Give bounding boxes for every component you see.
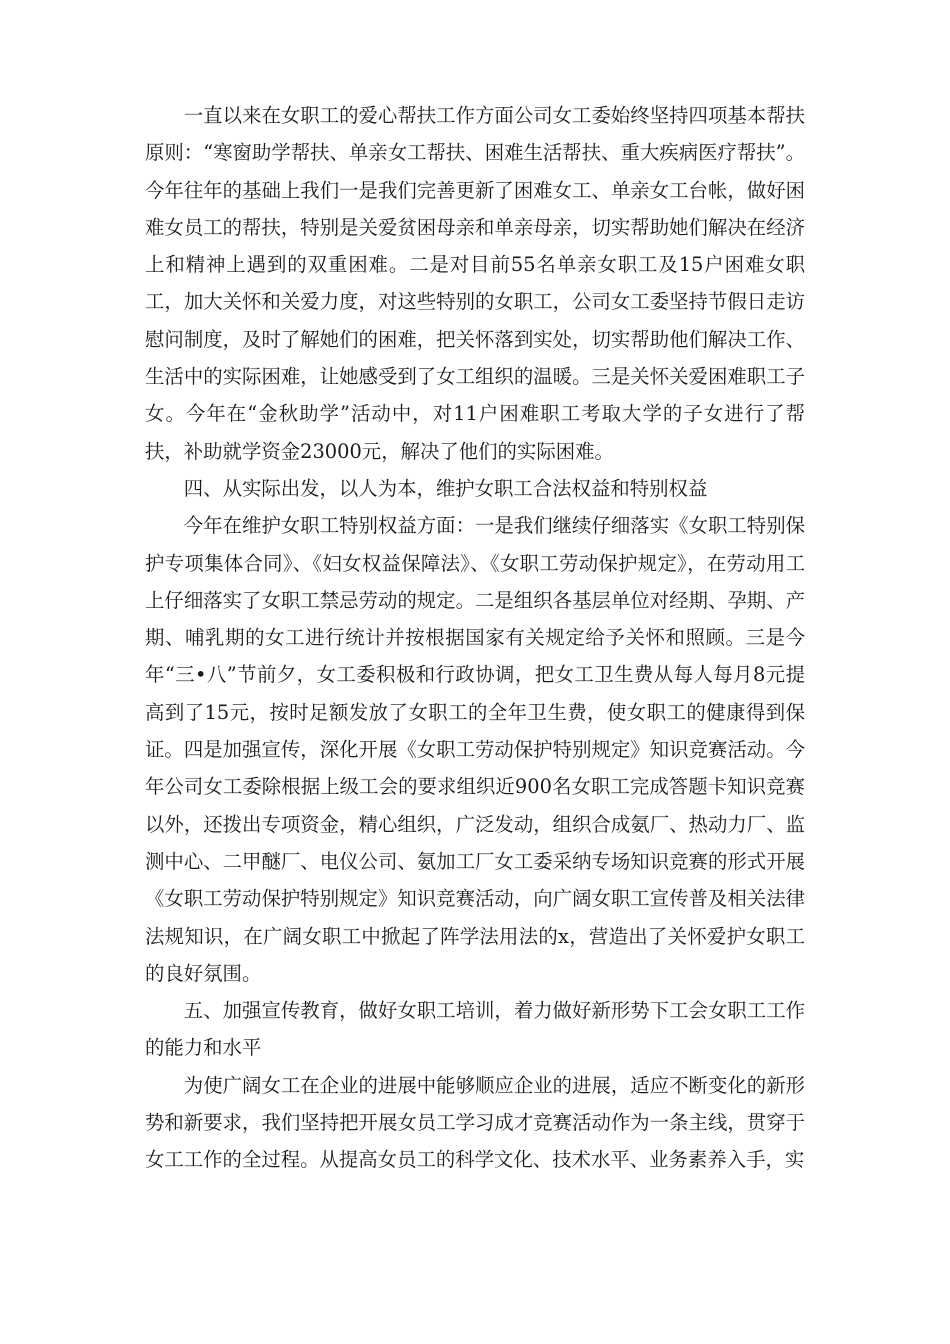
paragraph-rights-protection: 今年在维护女职工特别权益方面：一是我们继续仔细落实《女职工特别保护专项集体合同》、《妇女权益保障法》、《女职工劳动保护规定》，在劳动用工上仔细落实了女职工禁忌劳动的规定。二是组织各基层单位对经期、孕期、产期、哺乳期的女工进行统计并按根据国家有关规定给予关怀和照顾。三是今年“三•八”节前夕，女工委积极和行政协调，把女工卫生费从每人每月8元提高到了15元，按时足额发放了女职工的全年卫生费，使女职工的健康得到保证。四是加强宣传，深化开展《女职工劳动保护特别规定》知识竞赛活动。今年公司女工委除根据上级工会的要求组织近900名女职工完成答题卡知识竞赛以外，还拨出专项资金，精心组织，广泛发动，组织合成氨厂、热动力厂、监测中心、二甲醚厂、电仪公司、氨加工厂女工委采纳专场知识竞赛的形式开展《女职工劳动保护特别规定》知识竞赛活动，向广阔女职工宣传普及相关法律法规知识，在广阔女职工中掀起了阵学法用法的x，营造出了关怀爱护女职工的良好氛围。 xyxy=(145,514,805,985)
paragraph-support-work: 一直以来在女职工的爱心帮扶工作方面公司女工委始终坚持四项基本帮扶原则：“寒窗助学帮扶、单亲女工帮扶、困难生活帮扶、重大疾病医疗帮扶”。今年往年的基础上我们一是我们完善更新了困难女工、单亲女工台帐，做好困难女员工的帮扶，特别是关爱贫困母亲和单亲母亲，切实帮助她们解决在经济上和精神上遇到的双重困难。二是对目前55名单亲女职工及15户困难女职工，加大关怀和关爱力度，对这些特别的女职工，公司女工委坚持节假日走访慰问制度，及时了解她们的困难，把关怀落到实处，切实帮助他们解决工作、生活中的实际困难，让她感受到了女工组织的温暖。三是关怀关爱困难职工子女。今年在“金秋助学”活动中，对11户困难职工考取大学的子女进行了帮扶，补助就学资金23000元，解决了他们的实际困难。 xyxy=(145,104,805,463)
paragraph-education: 为使广阔女工在企业的进展中能够顺应企业的进展，适应不断变化的新形势和新要求，我们坚持把开展女员工学习成才竞赛活动作为一条主线，贯穿于女工工作的全过程。从提高女员工的科学文化、技术水平、业务素养入手，实 xyxy=(145,1073,805,1172)
document-page xyxy=(145,97,805,1179)
section-heading-rights: 四、从实际出发，以人为本，维护女职工合法权益和特别权益 xyxy=(183,476,708,500)
section-heading-education: 五、加强宣传教育，做好女职工培训，着力做好新形势下工会女职工工作的能力和水平 xyxy=(145,999,805,1060)
